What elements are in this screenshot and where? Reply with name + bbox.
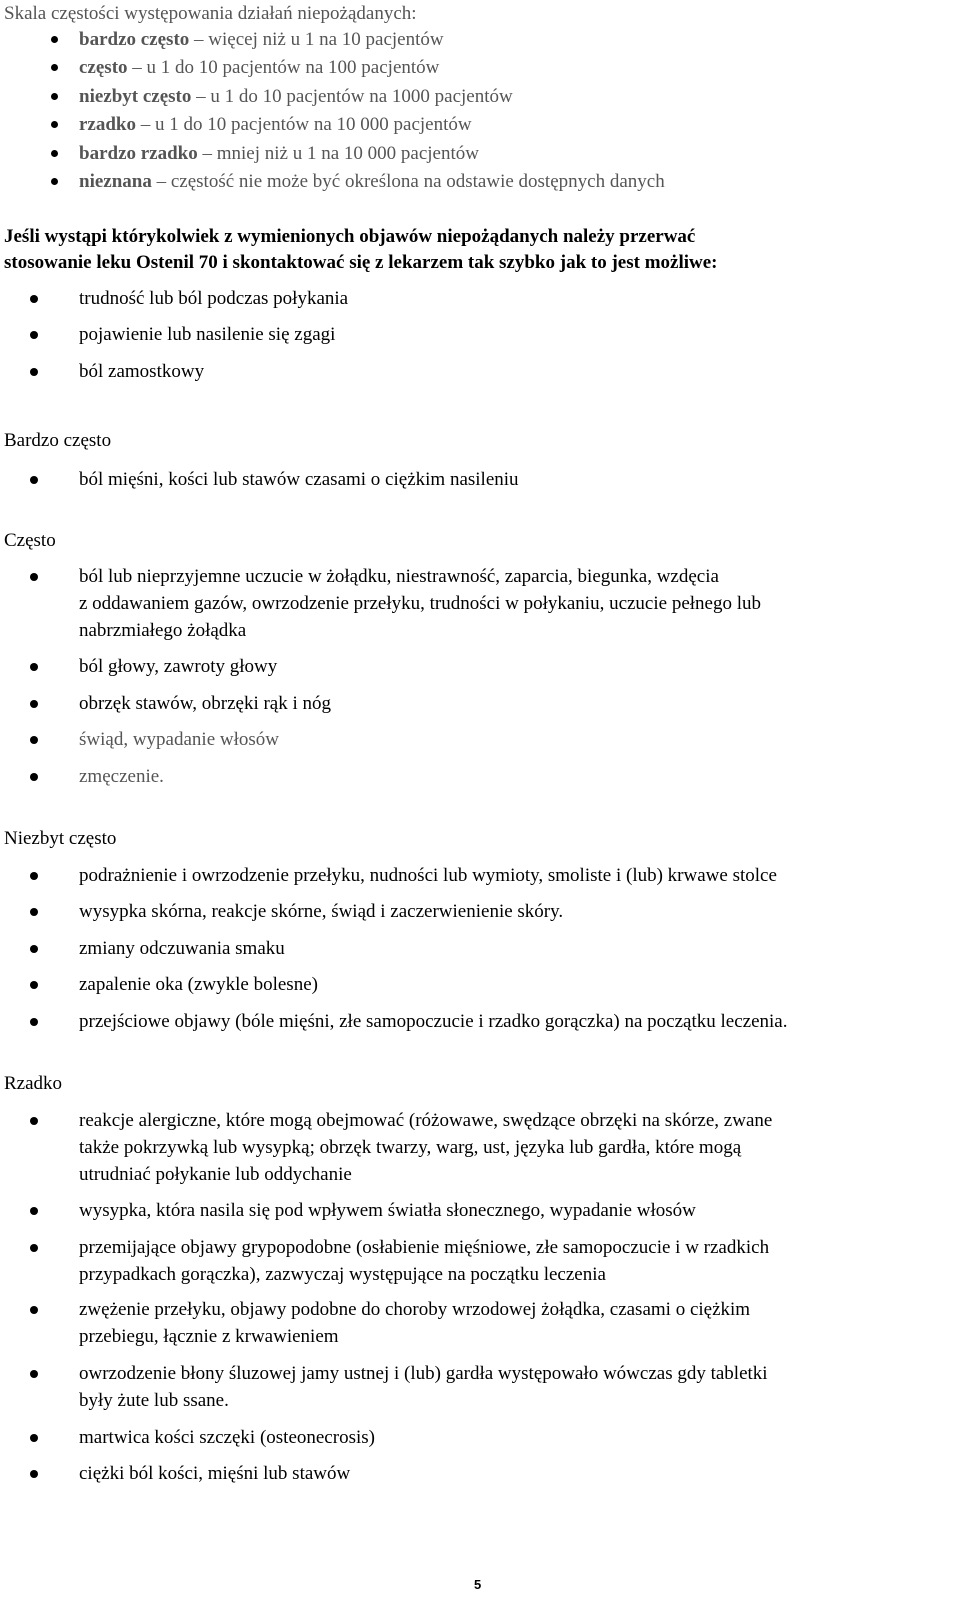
list-item-line: przejściowe objawy (bóle mięśni, złe samopoczucie i rzadko gorączka) na początku leczenia.	[79, 1011, 788, 1032]
bullet-icon	[30, 908, 38, 916]
list-item-line: wysypka skórna, reakcje skórne, świąd i zaczerwienienie skóry.	[79, 901, 564, 922]
bullet-icon	[51, 150, 58, 157]
bullet-icon	[30, 1244, 38, 1252]
bullet-icon	[51, 178, 58, 185]
bullet-icon	[30, 736, 38, 744]
bullet-icon	[51, 36, 58, 43]
bullet-icon	[30, 700, 38, 708]
frequency-item	[79, 143, 479, 165]
frequency-desc: – częstość nie może być określona na odstawie dostępnych danych	[151, 171, 665, 192]
bullet-icon	[30, 573, 38, 581]
section-heading: Bardzo często	[4, 430, 112, 451]
warning-line-2: stosowanie leku Ostenil 70 i skontaktować się z lekarzem tak szybko jak to jest możliwe:	[4, 252, 718, 273]
warning-item: ból zamostkowy	[79, 361, 205, 382]
frequency-term: często	[79, 57, 128, 78]
list-item-line: zmęczenie.	[79, 766, 164, 787]
bullet-icon	[51, 121, 58, 128]
bullet-icon	[30, 1370, 38, 1378]
frequency-desc: – więcej niż u 1 na 10 pacjentów	[189, 29, 444, 50]
bullet-icon	[30, 1117, 38, 1125]
bullet-icon	[30, 1470, 38, 1478]
frequency-item	[79, 29, 444, 51]
bullet-icon	[30, 773, 38, 781]
page-number: 5	[474, 1577, 482, 1592]
list-item-line: ból lub nieprzyjemne uczucie w żołądku, niestrawność, zaparcia, biegunka, wzdęcia	[79, 566, 719, 587]
bullet-icon	[30, 872, 38, 880]
frequency-desc: – u 1 do 10 pacjentów na 100 pacjentów	[127, 57, 440, 78]
list-item-line: martwica kości szczęki (osteonecrosis)	[79, 1427, 375, 1448]
bullet-icon	[30, 295, 38, 303]
warning-item: pojawienie lub nasilenie się zgagi	[79, 324, 336, 345]
frequency-item	[79, 171, 665, 193]
list-item-line: zapalenie oka (zwykle bolesne)	[79, 974, 318, 995]
section-heading: Rzadko	[4, 1073, 63, 1094]
bullet-icon	[30, 1207, 38, 1215]
list-item-line: owrzodzenie błony śluzowej jamy ustnej i (lub) gardła występowało wówczas gdy tabletki	[79, 1363, 768, 1384]
frequency-desc: – mniej niż u 1 na 10 000 pacjentów	[197, 143, 479, 164]
section-heading: Niezbyt często	[4, 828, 117, 849]
list-item-line: przebiegu, łącznie z krwawieniem	[79, 1326, 339, 1347]
frequency-desc: – u 1 do 10 pacjentów na 1000 pacjentów	[191, 86, 513, 107]
bullet-icon	[30, 476, 38, 484]
list-item-line: podrażnienie i owrzodzenie przełyku, nudności lub wymioty, smoliste i (lub) krwawe stolce	[79, 865, 777, 886]
frequency-term: bardzo rzadko	[79, 143, 198, 164]
list-item-line: przypadkach gorączka), zazwyczaj występujące na początku leczenia	[79, 1264, 606, 1285]
frequency-desc: – u 1 do 10 pacjentów na 10 000 pacjentów	[136, 114, 472, 135]
frequency-item	[79, 86, 513, 108]
list-item-line: także pokrzywką lub wysypką; obrzęk twarzy, warg, ust, języka lub gardła, które mogą	[79, 1137, 742, 1158]
bullet-icon	[30, 331, 38, 339]
bullet-icon	[30, 1018, 38, 1026]
list-item-line: ból głowy, zawroty głowy	[79, 656, 278, 677]
warning-line-1: Jeśli wystąpi którykolwiek z wymienionych objawów niepożądanych należy przerwać	[4, 226, 696, 247]
list-item-line: utrudniać połykanie lub oddychanie	[79, 1164, 352, 1185]
list-item-line: nabrzmiałego żołądka	[79, 620, 247, 641]
list-item-line: były żute lub ssane.	[79, 1390, 229, 1411]
bullet-icon	[51, 64, 58, 71]
bullet-icon	[30, 981, 38, 989]
list-item-line: zwężenie przełyku, objawy podobne do choroby wrzodowej żołądka, czasami o ciężkim	[79, 1299, 751, 1320]
list-item-line: obrzęk stawów, obrzęki rąk i nóg	[79, 693, 332, 714]
frequency-term: nieznana	[79, 171, 152, 192]
list-item-line: przemijające objawy grypopodobne (osłabienie mięśniowe, złe samopoczucie i w rzadkich	[79, 1237, 770, 1258]
frequency-item	[79, 57, 439, 79]
warning-item: trudność lub ból podczas połykania	[79, 288, 349, 309]
bullet-icon	[51, 93, 58, 100]
frequency-term: niezbyt często	[79, 86, 192, 107]
bullet-icon	[30, 945, 38, 953]
frequency-item	[79, 114, 472, 136]
frequency-term: rzadko	[79, 114, 136, 135]
bullet-icon	[30, 1306, 38, 1314]
frequency-term: bardzo często	[79, 29, 190, 50]
bullet-icon	[30, 663, 38, 671]
list-item-line: świąd, wypadanie włosów	[79, 729, 279, 750]
list-item-line: z oddawaniem gazów, owrzodzenie przełyku, trudności w połykaniu, uczucie pełnego lub	[79, 593, 762, 614]
list-item-line: reakcje alergiczne, które mogą obejmować (różowawe, swędzące obrzęki na skórze, zwane	[79, 1110, 773, 1131]
bullet-icon	[30, 368, 38, 376]
list-item-line: wysypka, która nasila się pod wpływem światła słonecznego, wypadanie włosów	[79, 1200, 696, 1221]
list-item-line: ból mięśni, kości lub stawów czasami o ciężkim nasileniu	[79, 469, 519, 490]
list-item-line: ciężki ból kości, mięśni lub stawów	[79, 1463, 351, 1484]
bullet-icon	[30, 1434, 38, 1442]
list-item-line: zmiany odczuwania smaku	[79, 938, 285, 959]
frequency-title: Skala częstości występowania działań niepożądanych:	[4, 3, 417, 24]
section-heading: Często	[4, 530, 56, 551]
